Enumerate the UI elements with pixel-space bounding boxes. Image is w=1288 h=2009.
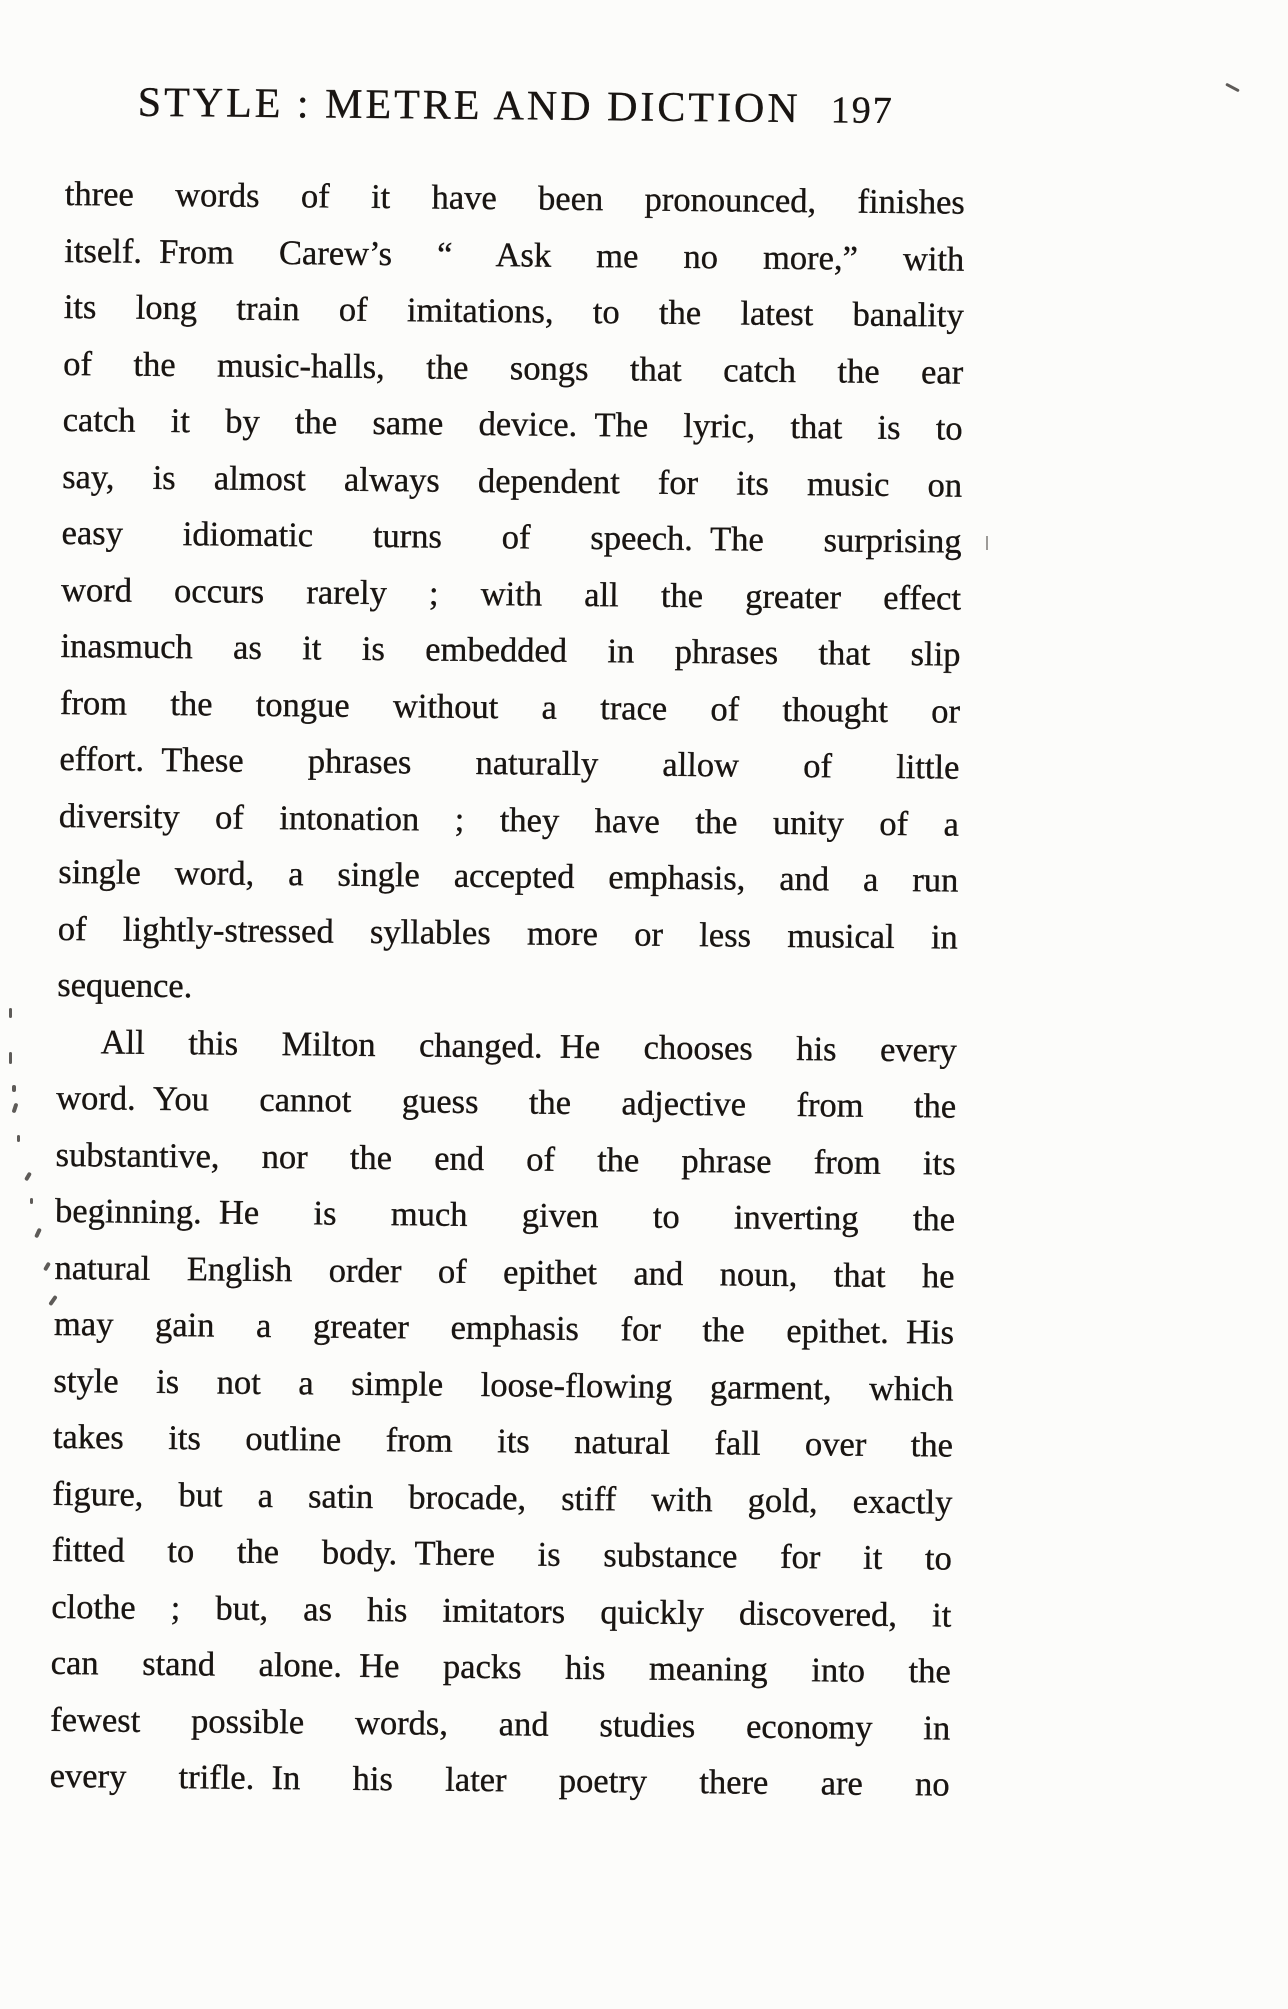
text-line-19: beginning. He is much given to inverting the	[54, 1191, 956, 1239]
page-title: STYLE : METRE AND DICTION	[137, 79, 801, 133]
scan-artifact-tick	[1225, 83, 1240, 93]
scan-speck	[9, 1008, 12, 1018]
text-line-23: takes its outline from its natural fall over the	[52, 1417, 954, 1465]
text-line-4: of the music-halls, the songs that catch the ear	[63, 344, 964, 392]
text-line-26: clothe ; but, as his imitators quickly discovered, it	[51, 1587, 952, 1635]
text-line-24: figure, but a satin brocade, stiff with gold, exactly	[52, 1474, 953, 1522]
text-line-16: All this Milton changed. He chooses his every	[100, 1022, 957, 1070]
scan-speck	[30, 1198, 33, 1204]
text-line-14: of lightly-stressed syllables more or less musical in	[57, 909, 958, 957]
scan-speck	[9, 1052, 12, 1064]
text-line-10: from the tongue without a trace of thought or	[59, 683, 961, 731]
page-content	[49, 78, 966, 1813]
text-line-1: three words of it have been pronounced, finishes	[64, 174, 966, 222]
text-line-6: say, is almost always dependent for its music on	[61, 457, 963, 505]
text-line-9: inasmuch as it is embedded in phrases that slip	[60, 626, 961, 674]
text-line-20: natural English order of epithet and noun, that he	[54, 1248, 955, 1296]
scan-speck	[17, 1135, 20, 1142]
text-line-18: substantive, nor the end of the phrase from its	[55, 1135, 956, 1183]
text-line-7: easy idiomatic turns of speech. The surprising	[61, 513, 962, 561]
text-line-25: fitted to the body. There is substance for it to	[51, 1530, 953, 1578]
body-text	[49, 166, 965, 1813]
text-line-3: its long train of imitations, to the latest banality	[63, 287, 964, 335]
text-line-13: single word, a single accepted emphasis, and a run	[58, 852, 959, 900]
page-number: 197	[830, 89, 894, 132]
text-line-21: may gain a greater emphasis for the epithet. His	[53, 1304, 955, 1352]
text-line-8: word occurs rarely ; with all the greater effect	[60, 570, 962, 618]
text-line-15: sequence.	[57, 965, 193, 1006]
text-line-17: word. You cannot guess the adjective from the	[56, 1078, 957, 1126]
scan-speck	[12, 1103, 19, 1114]
text-line-28: fewest possible words, and studies economy in	[50, 1700, 951, 1748]
scan-artifact-dash	[986, 536, 988, 550]
text-line-2: itself. From Carew’s “ Ask me no more,” with	[64, 231, 965, 279]
text-line-27: can stand alone. He packs his meaning into the	[50, 1643, 951, 1691]
text-line-22: style is not a simple loose-flowing garment, which	[53, 1361, 954, 1409]
scan-speck	[24, 1172, 32, 1182]
text-line-5: catch it by the same device. The lyric, that is to	[62, 400, 963, 448]
scan-speck	[34, 1228, 42, 1239]
text-line-11: effort. These phrases naturally allow of little	[59, 739, 960, 787]
scan-speck	[43, 1262, 51, 1272]
running-header	[66, 78, 966, 135]
scan-speck	[12, 1085, 16, 1092]
text-line-12: diversity of intonation ; they have the unity of a	[58, 796, 960, 844]
text-line-29: every trifle. In his later poetry there are no	[49, 1756, 950, 1804]
